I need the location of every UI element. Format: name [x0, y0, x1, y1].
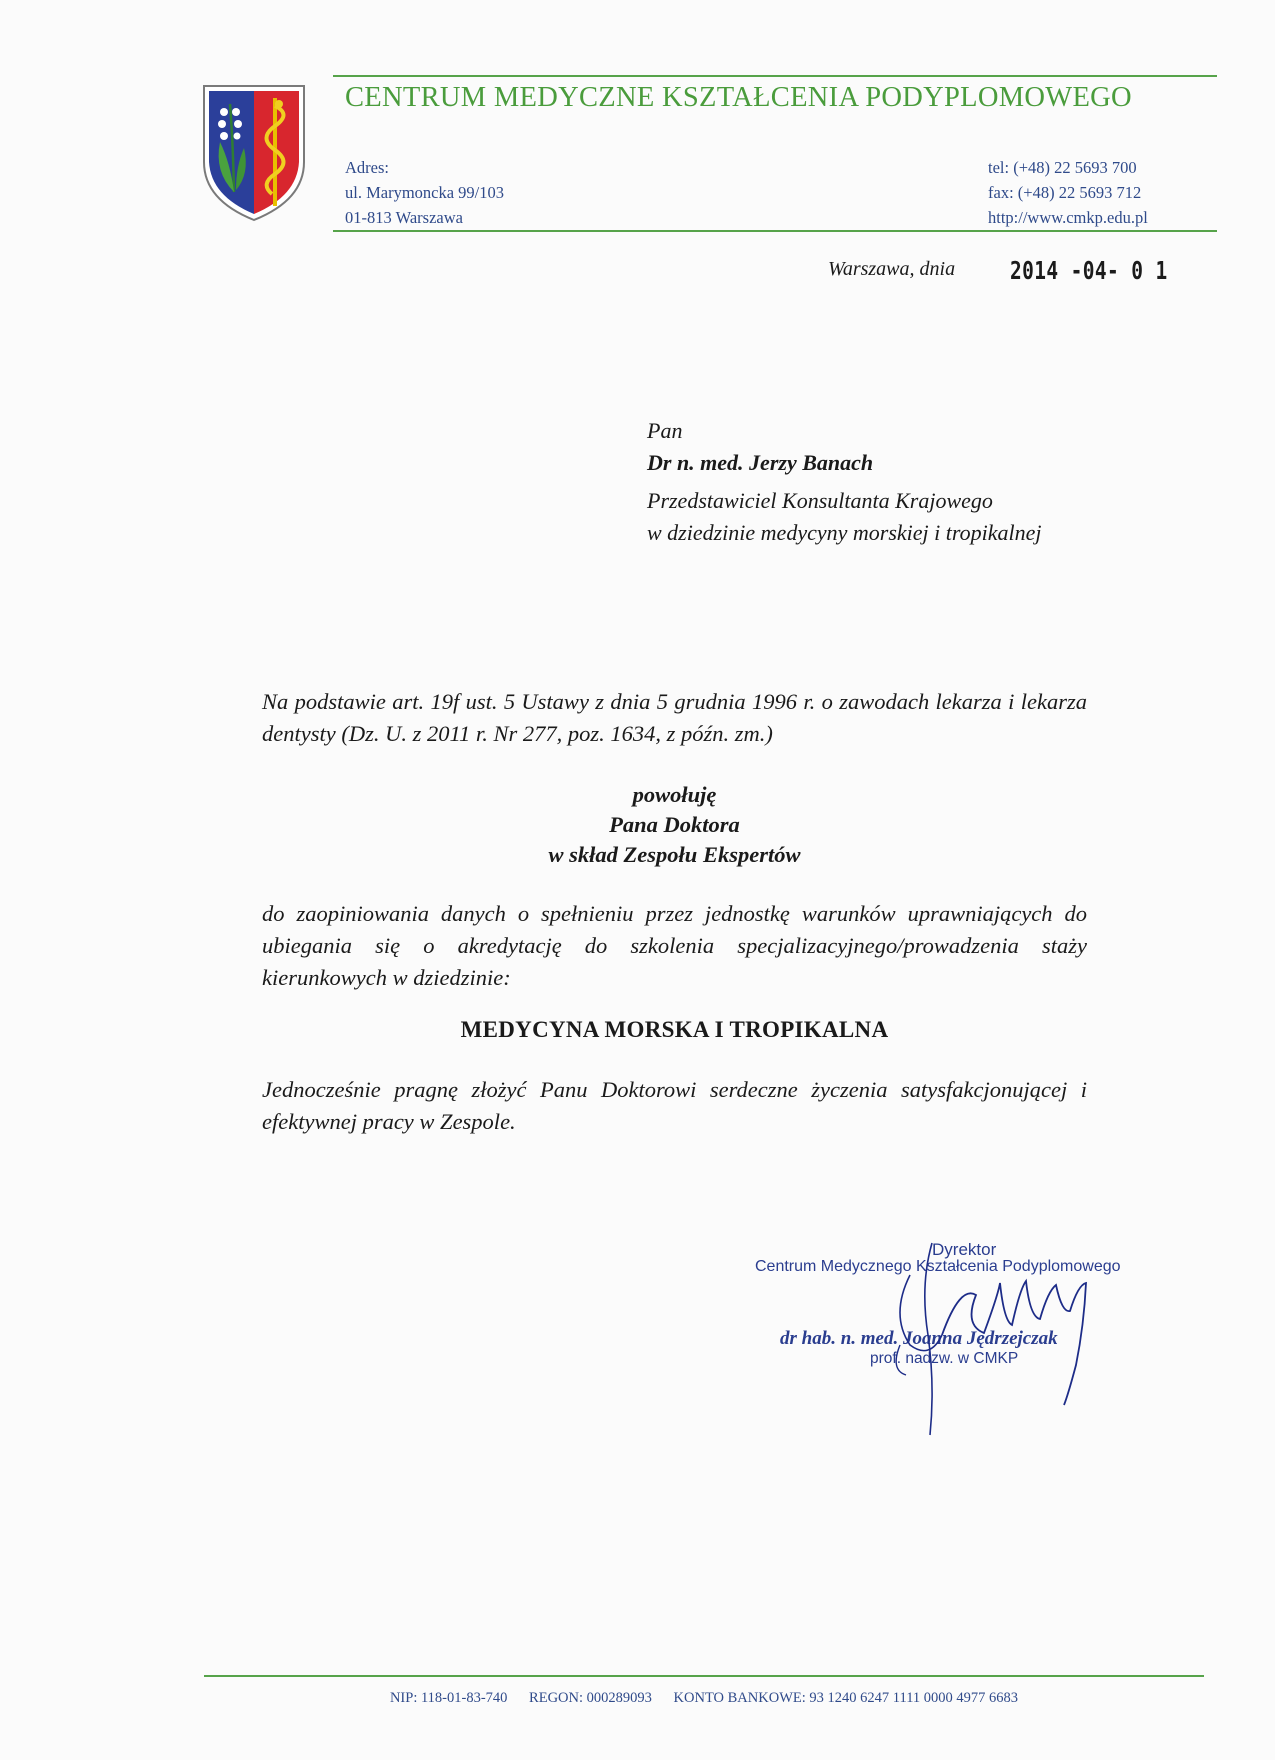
recipient-role-line1: Przedstawiciel Konsultanta Krajowego: [647, 488, 993, 513]
institution-title: CENTRUM MEDYCZNE KSZTAŁCENIA PODYPLOMOWEGO: [345, 82, 1132, 113]
stamp-role: Dyrektor: [932, 1240, 997, 1259]
institution-address: [345, 155, 504, 230]
header-top-rule: [333, 75, 1217, 77]
contact-fax: fax: (+48) 22 5693 712: [988, 183, 1142, 202]
recipient-name: Dr n. med. Jerzy Banach: [647, 450, 874, 475]
stamp-signatory-title: prof. nadzw. w CMKP: [870, 1350, 1019, 1367]
recipient-role-line2: w dziedzinie medycyny morskiej i tropikalnej: [647, 520, 1042, 545]
address-city: 01-813 Warszawa: [345, 208, 463, 227]
appointment-line2: Pana Doktora: [609, 812, 740, 837]
footer-regon: REGON: 000289093: [529, 1690, 652, 1706]
contact-tel: tel: (+48) 22 5693 700: [988, 158, 1137, 177]
address-label: Adres:: [345, 158, 389, 177]
appointment-line1: powołuję: [632, 782, 717, 807]
contact-url[interactable]: http://www.cmkp.edu.pl: [988, 208, 1148, 227]
recipient-block: [647, 415, 1041, 549]
footer-nip: NIP: 118-01-83-740: [389, 1690, 508, 1706]
footer-registry: [204, 1690, 1204, 1707]
recipient-salutation: Pan: [647, 418, 683, 443]
legal-basis-paragraph: Na podstawie art. 19f ust. 5 Ustawy z dnia 5 grudnia 1996 r. o zawodach lekarza i lekarza dentysty (Dz. U. z 2011 r. Nr 277, poz. 1634, z późn. zm.): [262, 689, 1087, 746]
appointment-block: [262, 780, 1087, 870]
institution-contact: [988, 155, 1148, 230]
stamp-institution: Centrum Medycznego Kształcenia Podyplomowego: [755, 1258, 1121, 1275]
header-bottom-rule: [333, 230, 1217, 232]
coat-of-arms-icon: [200, 82, 308, 224]
handwritten-signature: [880, 1225, 1140, 1445]
date-stamp: 2014 -04- 0 1: [1010, 256, 1168, 285]
wishes-paragraph: Jednocześnie pragnę złożyć Panu Doktorowi serdeczne życzenia satysfakcjonującej i efektywnej pracy w Zespole.: [262, 1077, 1087, 1134]
stamp-signatory-name: dr hab. n. med. Joanna Jędrzejczak: [780, 1328, 1058, 1349]
footer-rule: [204, 1675, 1204, 1677]
date-label: Warszawa, dnia: [828, 258, 956, 280]
footer-bank-account: KONTO BANKOWE: 93 1240 6247 1111 0000 4977 6683: [673, 1690, 1019, 1706]
appointment-line3: w skład Zespołu Ekspertów: [548, 842, 801, 867]
specialty-title: MEDYCYNA MORSKA I TROPIKALNA: [460, 1017, 889, 1042]
purpose-paragraph: do zaopiniowania danych o spełnieniu przez jednostkę warunków uprawniających do ubiegania się o akredytację do szkolenia specjalizacyjnego/prowadzenia staży kierunkowych w dziedzinie:: [262, 901, 1087, 990]
address-street: ul. Marymoncka 99/103: [345, 183, 505, 202]
